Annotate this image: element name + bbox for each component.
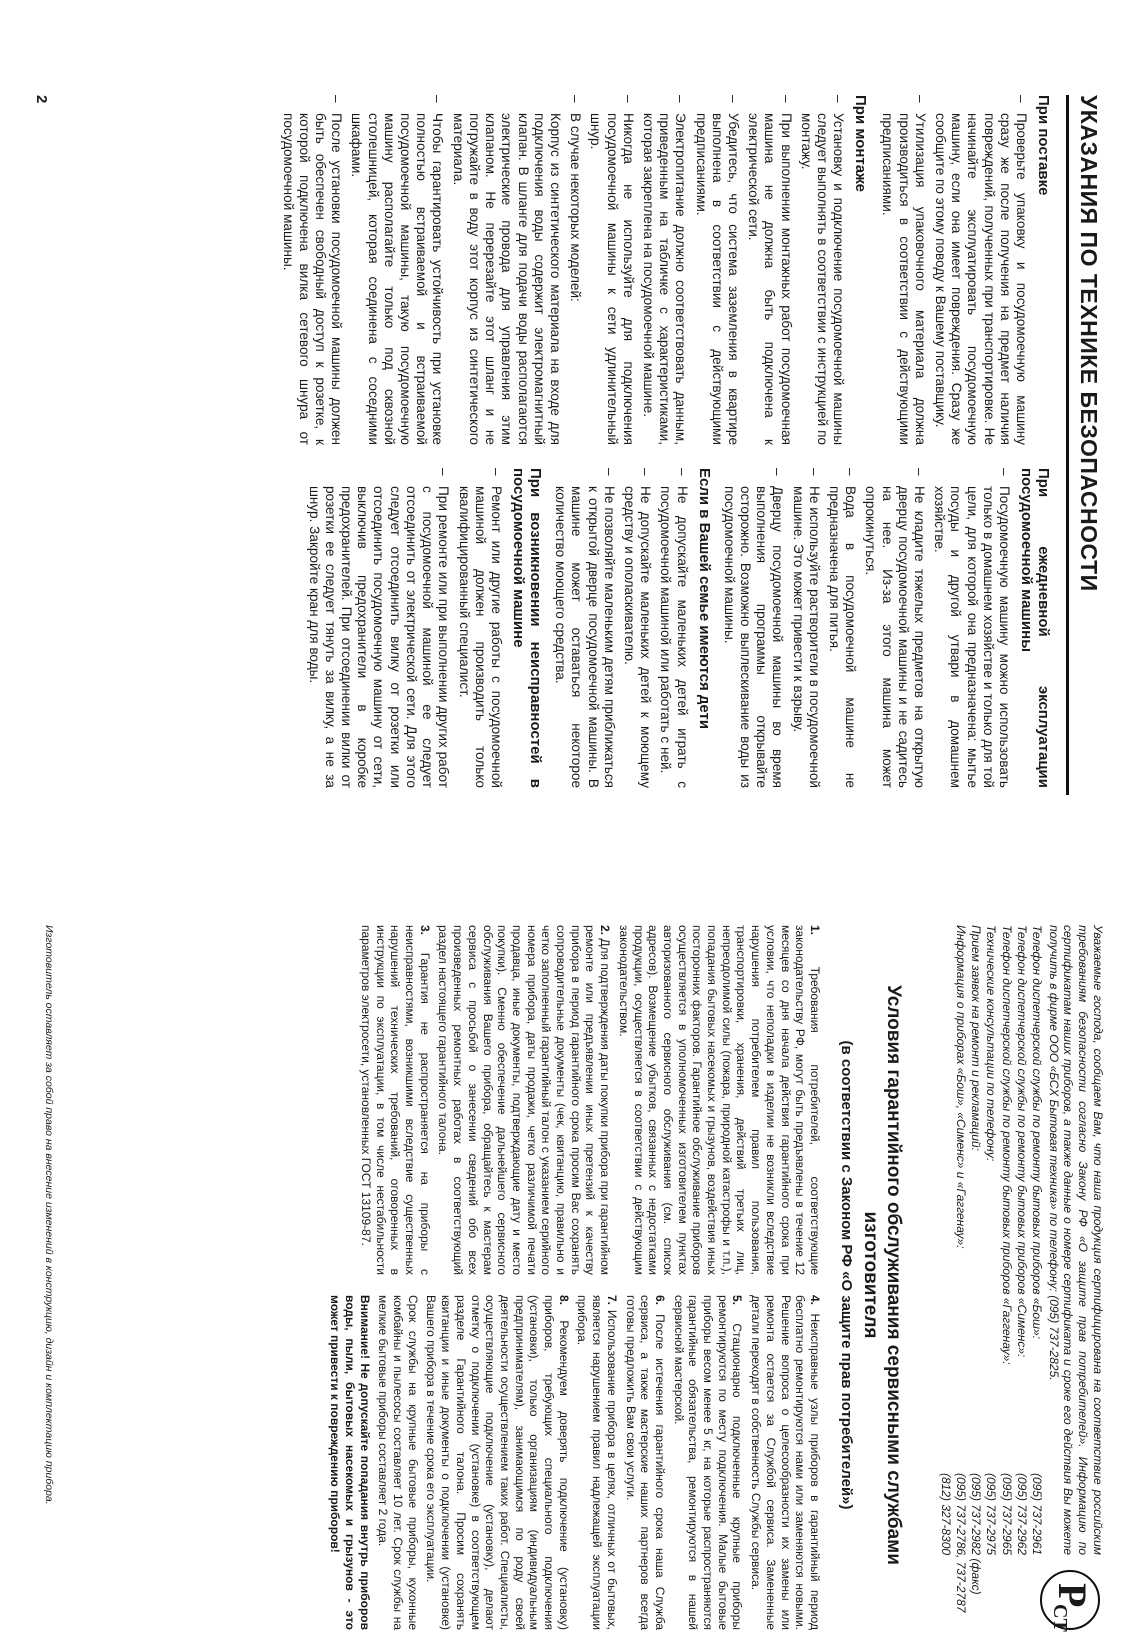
list-item: – При ремонте или при выполнении других работ с посудомоечной машиной ее следует отсоединить от электрической сети. Для этого следует отсоединить вилку от розетки или отсоединить посудомоечную машину от сети, выключив предохранители в коробке предохранителей. При отсоединении вилки от розетки ее следует тянуть за вилку, а не за шнур. Закройте кран для воды. — [306, 468, 452, 788]
warranty-paragraph: 4. Неисправные узлы приборов в гарантийный период бесплатно ремонтируются нами или заменяются новыми. Решение вопроса о целесообразности их замены или ремонта остается за Службой сервиса. Замененные детали переходят в собственность Службы сервиса. — [749, 1295, 822, 1630]
phone-row: Телефон диспетчерской службы по ремонту бытовых приборов «Сименс»: (095) 737-2962 — [1014, 925, 1029, 1556]
list-item: – Ремонт или другие работы с посудомоечной машиной должен производить только квалифицированный специалист. — [456, 468, 504, 788]
list-item: – Установку и подключение посудомоечной машины следует выполнять в соответствии с инструкцией по монтажу. — [798, 95, 847, 445]
warranty-paragraph: 3. Гарантия не распространяется на приборы с неисправностями, возникшими вследствие существенных нарушений технических требований, оговоренных в инструкции по эксплуатации, в том числе нестабильности параметров электросети, установленных ГОСТ 13109-87. — [358, 925, 432, 1275]
list-item: – Не позволяйте маленьким детям приближаться к открытой дверце посудомоечной машины. В машине может оставаться некоторое количество моющего средства. — [553, 468, 617, 788]
service-life-paragraph: Срок службы на крупные бытовые приборы, кухонные комбайны и пылесосы составляет 10 лет. Срок службы на мелкие бытовые приборы составляет 2 года. — [376, 1295, 420, 1630]
manufacturer-footnote: Изготовитель оставляет за собой право на внесение изменений в конструкцию, дизайн и комплектацию прибора. — [43, 925, 55, 1505]
warranty-title: Условия гарантийного обслуживания сервисными службами изготовителя — [860, 985, 904, 1565]
list-item: – Чтобы гарантировать устойчивость при установке полностью встраиваемой и встраиваемой посудомоечной машины, такую посудомоечную машину располагайте только под сквозной столешницей, которая соединена с соседними шкафами. — [349, 95, 446, 445]
delivery-heading: При поставке — [1035, 95, 1052, 196]
phone-row: (812) 327-8300 — [938, 1473, 953, 1556]
safety-section — [0, 0, 1140, 820]
list-item: – Не кладите тяжелых предметов на открытую дверцу посудомоечной машины и не садитесь на нее. Из-за этого машина может опрокинуться. — [863, 468, 927, 788]
daily-use-heading: При ежедневной эксплуатации посудомоечной машины — [1018, 468, 1052, 788]
safety-column-1 — [275, 95, 1054, 445]
list-item: – Убедитесь, что система заземления в квартире выполнена в соответствии с действующими предписаниями. — [693, 95, 741, 445]
safety-title: УКАЗАНИЯ ПО ТЕХНИКЕ БЕЗОПАСНОСТИ — [1066, 95, 1102, 795]
warranty-paragraph: 2. Для подтверждения даты покупки прибора при гарантийном ремонте или предъявлении иных претензий к качеству прибора в период гарантийного срока просим Вас сохранять сопроводительные документы (чек, квитанцию, правильно и четко заполненный гарантийный талон с указанием серийного номера прибора, даты продажи, четко различимой печати продавца, иные документы, подтверждающие дату и место покупки). Сменно обеспечение дальнейшего сервисного обслуживания Вашего прибора, обращайтесь к мастерам сервиса с просьбой о занесении сведений обо всех произведенных ремонтных работах в соответствующий раздел настоящего гарантийного талона. — [436, 925, 613, 1275]
page-number: 2 — [33, 95, 50, 104]
list-item: – Вода в посудомоечной машине не предназначена для питья. — [826, 468, 859, 788]
rst-certification-logo: Р СТ — [1040, 1570, 1100, 1630]
phone-row: Прием заявок на ремонт и рекламаций: (095) 737-2982 (факс) — [969, 925, 984, 1595]
phone-row: Технические консультации по телефону: (095) 737-2975 — [984, 925, 999, 1556]
list-item: – При выполнении монтажных работ посудомоечная машина не должна быть подключена к электрической сети. — [746, 95, 794, 445]
list-item: – Не используйте растворители в посудомоечной машине. Это может привести к взрыву. — [790, 468, 822, 788]
warranty-subtitle: (в соответствии с Законом РФ «О защите прав потребителей») — [838, 1040, 855, 1510]
list-item: – Не допускайте маленьких детей играть с посудомоечной машиной или работать с ней. — [658, 468, 690, 788]
malfunction-heading: При возникновении неисправностей в посудомоечной машине — [509, 468, 544, 788]
warranty-paragraph: 1. Требования потребителей, соответствующие законодательству РФ, могут быть предъявлены в течение 12 месяцев со дня начала действия гарантийного срока при условии, что неполадки в изделии не возникли вследствие нарушения потребителем правил пользования, транспортировки, хранения, действий третьих лиц, непреодолимой силы (пожара, природной катастрофы и т.п.), попадания бытовых насекомых и грызунов, воздействия иных посторонних факторов. Гарантийное обслуживание приборов осуществляется в уполномоченных изготовителем пунктах авторизованного сервисного обслуживания (см. список адресов). Возмещение убытков, связанных с недостатками продукции, осуществляется в соответствии с действующим законодательством. — [616, 925, 822, 1275]
warranty-column-1 — [354, 925, 822, 1275]
warranty-paragraph: 5. Стационарно подключенные крупные приборы ремонтируются по месту подключения. Малые бытовые приборы весом менее 5 кг, на которые распространяются гарантийные обязательства, ремонтируются в нашей сервисной мастерской. — [671, 1295, 745, 1630]
warranty-column-2 — [324, 1295, 823, 1630]
certification-intro: Уважаемые господа, сообщаем Вам, что наша продукция сертифицирована на соответствие российским требованиям безопасности согласно Закону РФ «О защите прав потребителей». Информацию по сертификатам наших приборов, а также данные о номере сертификата и сроке его действия Вы можете получить в фирме ООО «БСХ Бытовая техника» по телефону: (095) 737-2825. — [1046, 925, 1105, 1555]
list-item: – После установки посудомоечной машины должен быть обеспечен свободный доступ к розетке, к которой подключена вилка сетевого шнура от посудомоечной машины. — [280, 95, 345, 445]
children-heading: Если в Вашей семье имеются дети — [695, 468, 713, 730]
list-item: – Электропитание должно соответствовать данным, приведенным на табличке с характеристиками, которая закреплена на посудомоечной машине. — [640, 95, 689, 445]
list-item: – Проверьте упаковку и посудомоечную машину сразу же после получения на предмет наличия повреждений, полученных при транспортировке. Не начинайте эксплуатировать посудомоечную машину, если она имеет повреждения. Сразу же сообщите по этому поводу к Вашему поставщику. — [932, 95, 1029, 445]
installation-heading: При монтаже — [852, 95, 870, 192]
warranty-section — [0, 830, 1140, 1650]
warranty-paragraph: 8. Рекомендуем доверять подключение (установку) приборов, требующих специального подключения (установки), только организациям (индивидуальным предпринимателям), занимающимся по роду своей деятельности осуществлением таких работ. Специалисты, осуществляющие подключение (установку), делают отметку о подключении (установке) в соответствующем разделе Гарантийного талона. Просим сохранять квитанции и иные документы о подключении (установке) Вашего прибора в течение срока его эксплуатации. — [424, 1295, 571, 1631]
list-item: – Посудомоечную машину можно использовать только в домашнем хозяйстве и только для той цели, для которой она предназначена: мытье посуды и другой утвари в домашнем хозяйстве. — [932, 468, 1012, 788]
list-item: – Утилизация упаковочного материала должна производиться в соответствии с действующими предписаниями. — [880, 95, 928, 445]
safety-column-2 — [301, 468, 1054, 788]
attention-paragraph: Внимание! Не допускайте попадания внутрь приборов воды, пыли, бытовых насекомых и грызунов - это может привести к повреждению приборов! — [328, 1295, 372, 1630]
warranty-paragraph: 7. Использование прибора в целях, отличных от бытовых, является нарушением правил надлежащей эксплуатации прибора. — [575, 1295, 619, 1630]
model-note: Корпус из синтетического материала на входе для подключения воды содержит электромагнитный клапан. В шланге для подачи воды располагаются электрические провода для управления этим клапаном. Не перерезайте этот шланг и не погружайте в воду этот корпус из синтетического материала. — [450, 113, 563, 445]
phone-row: Телефон диспетчерской службы по ремонту бытовых приборов «Бош»: (095) 737-2961 — [1030, 925, 1044, 1556]
list-item: – Никогда не используйте для подключения посудомоечной машины к сети удлинительный шнур. — [588, 95, 636, 445]
phone-row: Информация о приборах «Бош», «Сименс» и «Гаггенау»: (095) 737-2786, 737-2787 — [954, 925, 969, 1613]
list-item: – Не допускайте маленьких детей к моющему средству и ополаскивателю. — [621, 468, 654, 788]
list-item: – В случае некоторых моделей: — [568, 95, 584, 302]
warranty-paragraph: 6. После истечения гарантийного срока наша Служба сервиса, а также мастерские наших партнеров всегда готовы предложить Вам свои услуги. — [623, 1295, 667, 1630]
list-item: – Дверцу посудомоечной машины во время выполнения программы открывайте осторожно. Возможно выплескивание воды из посудомоечной машины. — [721, 468, 786, 788]
phone-list — [938, 925, 1044, 1625]
phone-row: Телефон диспетчерской службы по ремонту бытовых приборов «Гаггенау»: (095) 737-2965 — [999, 925, 1014, 1556]
